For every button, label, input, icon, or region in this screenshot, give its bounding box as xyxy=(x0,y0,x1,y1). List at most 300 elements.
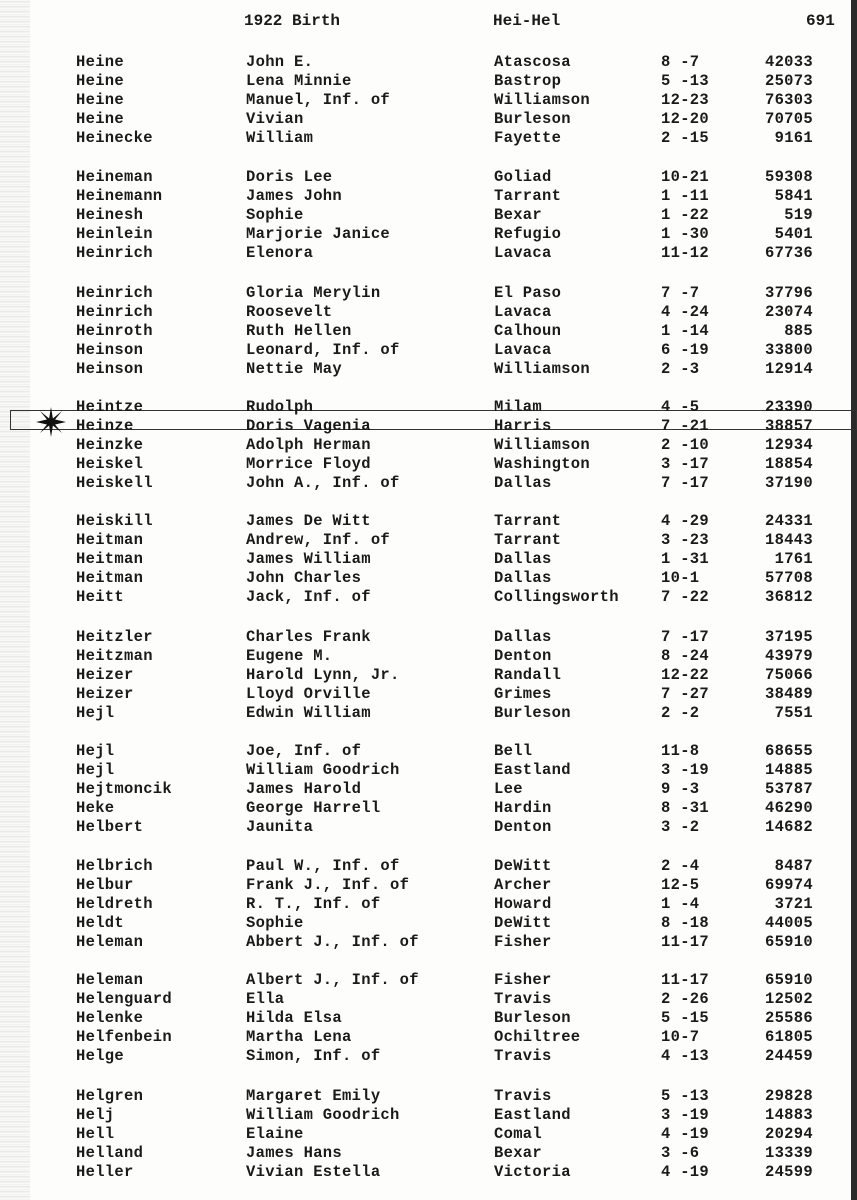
record-number: 12934 xyxy=(764,436,813,454)
record-surname: Heleman xyxy=(76,971,144,989)
record-county: Tarrant xyxy=(494,531,562,549)
record-surname: Heine xyxy=(76,91,125,109)
record-county: Comal xyxy=(494,1125,543,1143)
record-row xyxy=(0,168,857,187)
record-row xyxy=(0,550,857,569)
record-county: Calhoun xyxy=(494,322,562,340)
record-row xyxy=(0,1106,857,1125)
record-row xyxy=(0,876,857,895)
record-given-name: Lena Minnie xyxy=(246,72,352,90)
record-row xyxy=(0,244,857,263)
record-row xyxy=(0,914,857,933)
record-row xyxy=(0,53,857,72)
record-surname: Heinze xyxy=(76,417,134,435)
record-county: Fisher xyxy=(494,933,552,951)
record-row xyxy=(0,857,857,876)
record-date: 4 -5 xyxy=(661,398,700,416)
record-row xyxy=(0,818,857,837)
record-surname: Heintze xyxy=(76,398,144,416)
record-date: 4 -24 xyxy=(661,303,710,321)
record-date: 3 -6 xyxy=(661,1144,700,1162)
record-number: 65910 xyxy=(764,971,813,989)
record-number: 33800 xyxy=(764,341,813,359)
record-county: Bell xyxy=(494,742,533,760)
record-date: 1 -22 xyxy=(661,206,710,224)
record-county: Fayette xyxy=(494,129,562,147)
record-surname: Heinemann xyxy=(76,187,163,205)
record-date: 7 -21 xyxy=(661,417,710,435)
record-surname: Heiskel xyxy=(76,455,144,473)
record-date: 12-23 xyxy=(661,91,710,109)
record-county: Atascosa xyxy=(494,53,571,71)
record-county: Randall xyxy=(494,666,562,684)
record-given-name: Abbert J., Inf. of xyxy=(246,933,419,951)
record-row xyxy=(0,322,857,341)
record-surname: Heineman xyxy=(76,168,153,186)
record-surname: Heinrich xyxy=(76,284,153,302)
record-county: Lavaca xyxy=(494,244,552,262)
record-date: 1 -31 xyxy=(661,550,710,568)
record-county: Denton xyxy=(494,818,552,836)
record-surname: Heizer xyxy=(76,666,134,684)
record-row xyxy=(0,895,857,914)
record-given-name: Vivian xyxy=(246,110,304,128)
record-surname: Heinrich xyxy=(76,303,153,321)
record-county: DeWitt xyxy=(494,857,552,875)
record-date: 7 -7 xyxy=(661,284,700,302)
record-row xyxy=(0,474,857,493)
record-date: 3 -19 xyxy=(661,1106,710,1124)
record-row xyxy=(0,647,857,666)
record-surname: Helbert xyxy=(76,818,144,836)
record-row xyxy=(0,206,857,225)
record-given-name: Doris Vagenia xyxy=(246,417,371,435)
record-number: 25073 xyxy=(764,72,813,90)
record-surname: Helenguard xyxy=(76,990,173,1008)
record-row xyxy=(0,303,857,322)
record-given-name: Lloyd Orville xyxy=(246,685,371,703)
record-surname: Heitzman xyxy=(76,647,153,665)
record-date: 5 -15 xyxy=(661,1009,710,1027)
record-row xyxy=(0,685,857,704)
record-surname: Heleman xyxy=(76,933,144,951)
record-county: Goliad xyxy=(494,168,552,186)
record-date: 10-21 xyxy=(661,168,710,186)
record-number: 24459 xyxy=(764,1047,813,1065)
record-surname: Helge xyxy=(76,1047,125,1065)
record-surname: Heinecke xyxy=(76,129,153,147)
record-number: 18854 xyxy=(764,455,813,473)
record-surname: Heinzke xyxy=(76,436,144,454)
record-given-name: Morrice Floyd xyxy=(246,455,371,473)
record-given-name: Martha Lena xyxy=(246,1028,352,1046)
record-row xyxy=(0,569,857,588)
record-given-name: Charles Frank xyxy=(246,628,371,646)
record-row xyxy=(0,1009,857,1028)
record-given-name: Vivian Estella xyxy=(246,1163,381,1181)
record-given-name: Joe, Inf. of xyxy=(246,742,362,760)
record-date: 7 -17 xyxy=(661,628,710,646)
record-number: 5401 xyxy=(774,225,813,243)
record-row xyxy=(0,780,857,799)
record-number: 885 xyxy=(784,322,813,340)
record-surname: Helgren xyxy=(76,1087,144,1105)
record-date: 8 -18 xyxy=(661,914,710,932)
record-number: 14885 xyxy=(764,761,813,779)
record-row xyxy=(0,933,857,952)
record-row xyxy=(0,971,857,990)
record-row xyxy=(0,341,857,360)
record-surname: Heinson xyxy=(76,360,144,378)
record-date: 11-17 xyxy=(661,971,710,989)
record-county: Dallas xyxy=(494,628,552,646)
record-given-name: Ruth Hellen xyxy=(246,322,352,340)
record-given-name: Doris Lee xyxy=(246,168,333,186)
record-surname: Hejl xyxy=(76,742,115,760)
record-surname: Heine xyxy=(76,53,125,71)
record-county: Lavaca xyxy=(494,303,552,321)
record-row xyxy=(0,512,857,531)
record-county: Bastrop xyxy=(494,72,562,90)
record-given-name: Paul W., Inf. of xyxy=(246,857,400,875)
record-date: 4 -19 xyxy=(661,1125,710,1143)
record-row xyxy=(0,531,857,550)
record-county: Ochiltree xyxy=(494,1028,581,1046)
record-given-name: James Hans xyxy=(246,1144,343,1162)
record-row xyxy=(0,110,857,129)
record-county: Refugio xyxy=(494,225,562,243)
record-surname: Helenke xyxy=(76,1009,144,1027)
record-number: 3721 xyxy=(774,895,813,913)
record-number: 24599 xyxy=(764,1163,813,1181)
record-row xyxy=(0,72,857,91)
record-county: Grimes xyxy=(494,685,552,703)
record-county: Burleson xyxy=(494,1009,571,1027)
record-number: 70705 xyxy=(764,110,813,128)
record-given-name: Marjorie Janice xyxy=(246,225,391,243)
record-number: 23074 xyxy=(764,303,813,321)
record-date: 8 -7 xyxy=(661,53,700,71)
record-given-name: Elaine xyxy=(246,1125,304,1143)
record-date: 9 -3 xyxy=(661,780,700,798)
record-date: 12-22 xyxy=(661,666,710,684)
record-county: Williamson xyxy=(494,436,591,454)
record-county: Burleson xyxy=(494,704,571,722)
record-surname: Heinrich xyxy=(76,244,153,262)
record-given-name: Frank J., Inf. of xyxy=(246,876,410,894)
record-given-name: William Goodrich xyxy=(246,1106,400,1124)
record-date: 11-8 xyxy=(661,742,700,760)
record-row xyxy=(0,1047,857,1066)
record-row xyxy=(0,742,857,761)
record-number: 59308 xyxy=(764,168,813,186)
record-date: 1 -30 xyxy=(661,225,710,243)
record-date: 4 -19 xyxy=(661,1163,710,1181)
record-number: 53787 xyxy=(764,780,813,798)
record-surname: Heitman xyxy=(76,531,144,549)
record-county: Burleson xyxy=(494,110,571,128)
record-number: 69974 xyxy=(764,876,813,894)
record-number: 46290 xyxy=(764,799,813,817)
record-surname: Hejl xyxy=(76,704,115,722)
record-number: 68655 xyxy=(764,742,813,760)
record-date: 2 -2 xyxy=(661,704,700,722)
record-county: Travis xyxy=(494,990,552,1008)
record-date: 6 -19 xyxy=(661,341,710,359)
record-given-name: R. T., Inf. of xyxy=(246,895,381,913)
record-number: 18443 xyxy=(764,531,813,549)
record-number: 37190 xyxy=(764,474,813,492)
record-given-name: Ella xyxy=(246,990,285,1008)
record-county: Bexar xyxy=(494,206,543,224)
record-date: 2 -4 xyxy=(661,857,700,875)
record-number: 65910 xyxy=(764,933,813,951)
header-name-range: Hei-Hel xyxy=(493,12,561,30)
record-given-name: Adolph Herman xyxy=(246,436,371,454)
record-row xyxy=(0,1087,857,1106)
record-date: 12-5 xyxy=(661,876,700,894)
record-county: Denton xyxy=(494,647,552,665)
record-county: Harris xyxy=(494,417,552,435)
record-surname: Heiskill xyxy=(76,512,153,530)
record-surname: Heiskell xyxy=(76,474,153,492)
record-given-name: Eugene M. xyxy=(246,647,333,665)
record-row xyxy=(0,799,857,818)
record-row xyxy=(0,129,857,148)
record-number: 38489 xyxy=(764,685,813,703)
record-surname: Heke xyxy=(76,799,115,817)
record-given-name: Manuel, Inf. of xyxy=(246,91,391,109)
record-number: 29828 xyxy=(764,1087,813,1105)
header-year-type: 1922 Birth xyxy=(244,12,341,30)
record-given-name: James De Witt xyxy=(246,512,371,530)
record-row xyxy=(0,284,857,303)
record-county: Hardin xyxy=(494,799,552,817)
record-date: 10-1 xyxy=(661,569,700,587)
record-county: Dallas xyxy=(494,569,552,587)
record-county: Travis xyxy=(494,1047,552,1065)
record-given-name: Harold Lynn, Jr. xyxy=(246,666,400,684)
record-county: Bexar xyxy=(494,1144,543,1162)
record-number: 67736 xyxy=(764,244,813,262)
record-given-name: John E. xyxy=(246,53,314,71)
record-date: 11-12 xyxy=(661,244,710,262)
record-date: 2 -3 xyxy=(661,360,700,378)
record-county: Dallas xyxy=(494,550,552,568)
record-county: Archer xyxy=(494,876,552,894)
record-given-name: Nettie May xyxy=(246,360,343,378)
record-given-name: Sophie xyxy=(246,914,304,932)
record-given-name: Simon, Inf. of xyxy=(246,1047,381,1065)
record-date: 5 -13 xyxy=(661,1087,710,1105)
record-county: Dallas xyxy=(494,474,552,492)
record-date: 12-20 xyxy=(661,110,710,128)
record-row xyxy=(0,990,857,1009)
record-date: 1 -11 xyxy=(661,187,710,205)
record-given-name: Edwin William xyxy=(246,704,371,722)
record-county: Eastland xyxy=(494,1106,571,1124)
record-county: Collingsworth xyxy=(494,588,619,606)
record-row xyxy=(0,225,857,244)
record-county: Howard xyxy=(494,895,552,913)
record-surname: Hell xyxy=(76,1125,115,1143)
record-number: 42033 xyxy=(764,53,813,71)
record-surname: Heizer xyxy=(76,685,134,703)
record-surname: Heitman xyxy=(76,569,144,587)
record-row xyxy=(0,187,857,206)
record-number: 57708 xyxy=(764,569,813,587)
record-row xyxy=(0,417,857,436)
record-number: 5841 xyxy=(774,187,813,205)
record-given-name: James John xyxy=(246,187,343,205)
record-given-name: John Charles xyxy=(246,569,362,587)
record-date: 3 -23 xyxy=(661,531,710,549)
record-date: 1 -14 xyxy=(661,322,710,340)
record-given-name: James Harold xyxy=(246,780,362,798)
record-given-name: Andrew, Inf. of xyxy=(246,531,391,549)
record-county: DeWitt xyxy=(494,914,552,932)
record-county: Travis xyxy=(494,1087,552,1105)
record-date: 7 -17 xyxy=(661,474,710,492)
record-surname: Heinlein xyxy=(76,225,153,243)
record-number: 37796 xyxy=(764,284,813,302)
record-date: 3 -19 xyxy=(661,761,710,779)
record-number: 44005 xyxy=(764,914,813,932)
record-surname: Helfenbein xyxy=(76,1028,173,1046)
record-given-name: Elenora xyxy=(246,244,314,262)
header-page-number: 691 xyxy=(806,12,835,30)
record-surname: Heldt xyxy=(76,914,125,932)
record-surname: Hejtmoncik xyxy=(76,780,173,798)
record-number: 76303 xyxy=(764,91,813,109)
record-row xyxy=(0,1125,857,1144)
record-row xyxy=(0,588,857,607)
record-date: 7 -27 xyxy=(661,685,710,703)
record-surname: Hejl xyxy=(76,761,115,779)
record-date: 2 -10 xyxy=(661,436,710,454)
record-number: 75066 xyxy=(764,666,813,684)
record-county: Williamson xyxy=(494,360,591,378)
record-number: 61805 xyxy=(764,1028,813,1046)
record-row xyxy=(0,1028,857,1047)
record-given-name: Hilda Elsa xyxy=(246,1009,343,1027)
record-given-name: Albert J., Inf. of xyxy=(246,971,419,989)
record-date: 11-17 xyxy=(661,933,710,951)
record-surname: Heitman xyxy=(76,550,144,568)
record-number: 43979 xyxy=(764,647,813,665)
record-given-name: William Goodrich xyxy=(246,761,400,779)
record-county: Fisher xyxy=(494,971,552,989)
record-row xyxy=(0,1144,857,1163)
record-date: 1 -4 xyxy=(661,895,700,913)
record-county: Lee xyxy=(494,780,523,798)
record-number: 7551 xyxy=(774,704,813,722)
record-surname: Heinson xyxy=(76,341,144,359)
record-given-name: George Harrell xyxy=(246,799,381,817)
record-county: Tarrant xyxy=(494,187,562,205)
record-given-name: Jaunita xyxy=(246,818,314,836)
record-number: 12914 xyxy=(764,360,813,378)
record-county: Victoria xyxy=(494,1163,571,1181)
record-number: 36812 xyxy=(764,588,813,606)
record-number: 37195 xyxy=(764,628,813,646)
record-county: El Paso xyxy=(494,284,562,302)
record-date: 10-7 xyxy=(661,1028,700,1046)
record-number: 1761 xyxy=(774,550,813,568)
record-number: 24331 xyxy=(764,512,813,530)
record-surname: Helj xyxy=(76,1106,115,1124)
record-row xyxy=(0,628,857,647)
record-row xyxy=(0,704,857,723)
record-given-name: Leonard, Inf. of xyxy=(246,341,400,359)
record-number: 23390 xyxy=(764,398,813,416)
record-number: 12502 xyxy=(764,990,813,1008)
record-county: Lavaca xyxy=(494,341,552,359)
record-row xyxy=(0,1163,857,1182)
record-given-name: Margaret Emily xyxy=(246,1087,381,1105)
record-given-name: Roosevelt xyxy=(246,303,333,321)
record-county: Williamson xyxy=(494,91,591,109)
record-surname: Helland xyxy=(76,1144,144,1162)
record-number: 38857 xyxy=(764,417,813,435)
record-date: 8 -24 xyxy=(661,647,710,665)
record-given-name: Jack, Inf. of xyxy=(246,588,371,606)
record-number: 20294 xyxy=(764,1125,813,1143)
record-date: 4 -13 xyxy=(661,1047,710,1065)
record-surname: Heller xyxy=(76,1163,134,1181)
record-given-name: James William xyxy=(246,550,371,568)
record-row xyxy=(0,666,857,685)
record-number: 14682 xyxy=(764,818,813,836)
record-date: 5 -13 xyxy=(661,72,710,90)
record-row xyxy=(0,360,857,379)
record-row xyxy=(0,91,857,110)
record-surname: Heinroth xyxy=(76,322,153,340)
record-date: 3 -2 xyxy=(661,818,700,836)
record-date: 7 -22 xyxy=(661,588,710,606)
record-given-name: William xyxy=(246,129,314,147)
record-county: Tarrant xyxy=(494,512,562,530)
record-surname: Helbrich xyxy=(76,857,153,875)
record-row xyxy=(0,436,857,455)
record-surname: Heinesh xyxy=(76,206,144,224)
record-number: 25586 xyxy=(764,1009,813,1027)
record-date: 2 -15 xyxy=(661,129,710,147)
record-given-name: Gloria Merylin xyxy=(246,284,381,302)
record-number: 14883 xyxy=(764,1106,813,1124)
record-date: 2 -26 xyxy=(661,990,710,1008)
record-given-name: John A., Inf. of xyxy=(246,474,400,492)
record-surname: Heitzler xyxy=(76,628,153,646)
record-date: 8 -31 xyxy=(661,799,710,817)
record-county: Washington xyxy=(494,455,591,473)
record-surname: Heitt xyxy=(76,588,125,606)
record-surname: Helbur xyxy=(76,876,134,894)
record-row xyxy=(0,398,857,417)
record-surname: Heine xyxy=(76,110,125,128)
record-county: Eastland xyxy=(494,761,571,779)
record-number: 519 xyxy=(784,206,813,224)
record-date: 3 -17 xyxy=(661,455,710,473)
record-given-name: Rudolph xyxy=(246,398,314,416)
record-given-name: Sophie xyxy=(246,206,304,224)
record-surname: Heine xyxy=(76,72,125,90)
record-number: 9161 xyxy=(774,129,813,147)
record-number: 13339 xyxy=(764,1144,813,1162)
record-date: 4 -29 xyxy=(661,512,710,530)
record-surname: Heldreth xyxy=(76,895,153,913)
record-row xyxy=(0,455,857,474)
